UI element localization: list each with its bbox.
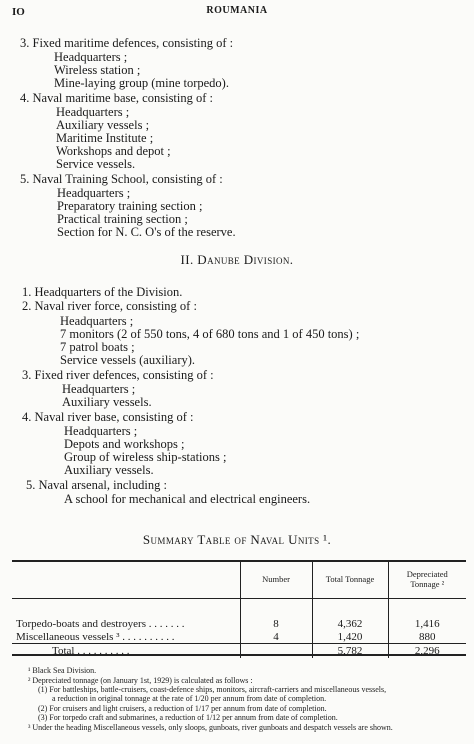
list-item: Headquarters ; <box>60 314 134 328</box>
footnote: a reduction in original tonnage at the rate of 1/20 per annum from date of completion. <box>52 694 327 703</box>
table-total-row <box>12 644 466 659</box>
list-item: Section for N. C. O's of the reserve. <box>57 225 236 239</box>
list-item: 7 monitors (2 of 550 tons, 4 of 680 tons and 1 of 450 tons) ; <box>60 327 360 341</box>
table-cell <box>240 644 312 659</box>
list-item: A school for mechanical and electrical engineers. <box>64 492 311 506</box>
list-item: Workshops and depot ; <box>56 144 171 158</box>
footnote: (1) For battleships, battle-cruisers, coast-defence ships, monitors, aircraft-carriers and miscellaneous vessels, <box>38 685 387 694</box>
table-cell: 4 <box>240 630 312 644</box>
footnote: (3) For torpedo craft and submarines, a reduction of 1/12 per annum from date of completion. <box>38 713 338 722</box>
table-cell: 1,416 <box>388 617 466 630</box>
summary-title: Summary Table of Naval Units ¹. <box>142 532 332 547</box>
list-item: Headquarters ; <box>54 50 128 64</box>
list-item: Headquarters ; <box>57 186 131 200</box>
page-number: IO <box>12 6 25 18</box>
list-item: 2. Naval river force, consisting of : <box>22 299 197 313</box>
footnote: (2) For cruisers and light cruisers, a reduction of 1/17 per annum from date of completion. <box>38 704 327 713</box>
table-cell: 4,362 <box>312 617 388 630</box>
table-cell: 5,782 <box>312 644 388 659</box>
footnote: ² Depreciated tonnage (on January 1st, 1929) is calculated as follows : <box>28 676 253 685</box>
list-item: 3. Fixed river defences, consisting of : <box>22 368 214 382</box>
list-item: Auxiliary vessels. <box>62 395 152 409</box>
list-item: Service vessels. <box>56 157 136 171</box>
list-item: 7 patrol boats ; <box>60 340 135 354</box>
footnote: ³ Under the heading Miscellaneous vessels, only sloops, gunboats, river gunboats and despatch vessels are shown. <box>28 723 393 732</box>
footnote: ¹ Black Sea Division. <box>28 666 97 675</box>
table-cell: 2,296 <box>388 644 466 659</box>
table-header: Total Tonnage <box>312 560 388 599</box>
list-item: 5. Naval arsenal, including : <box>26 478 167 492</box>
table-cell: Total . . . . . . . . . . <box>12 644 240 659</box>
list-item: Auxiliary vessels. <box>64 463 154 477</box>
table-cell: Torpedo-boats and destroyers . . . . . . . <box>16 617 185 630</box>
list-item: Headquarters ; <box>64 424 138 438</box>
list-item: 4. Naval river base, consisting of : <box>22 410 194 424</box>
list-item: 4. Naval maritime base, consisting of : <box>20 91 214 105</box>
list-item: 5. Naval Training School, consisting of : <box>20 172 223 186</box>
list-item: Headquarters ; <box>56 105 130 119</box>
list-item: Depots and workshops ; <box>64 437 185 451</box>
list-item: Mine-laying group (mine torpedo). <box>54 76 229 90</box>
table-header: Number <box>240 560 312 599</box>
table-cell: 8 <box>240 617 312 630</box>
table-header <box>12 560 240 599</box>
list-item: Group of wireless ship-stations ; <box>64 450 227 464</box>
list-item: Service vessels (auxiliary). <box>60 353 196 367</box>
table-cell: 1,420 <box>312 630 388 644</box>
table-cell: Miscellaneous vessels ³ . . . . . . . . . . <box>16 630 175 643</box>
list-item: Practical training section ; <box>57 212 188 226</box>
summary-table <box>12 560 466 658</box>
table-row <box>12 617 466 630</box>
table-cell: 880 <box>388 630 466 644</box>
table-row <box>12 630 466 644</box>
table-header: Depreciated Tonnage ² <box>388 560 466 599</box>
list-item: Maritime Institute ; <box>56 131 154 145</box>
list-item: Auxiliary vessels ; <box>56 118 150 132</box>
list-item: Headquarters ; <box>62 382 136 396</box>
list-item: Wireless station ; <box>54 63 141 77</box>
section-title: II. Danube Division. <box>180 252 294 267</box>
list-item: Preparatory training section ; <box>57 199 203 213</box>
running-head: ROUMANIA <box>206 5 268 16</box>
list-item: 3. Fixed maritime defences, consisting of : <box>20 36 234 50</box>
list-item: 1. Headquarters of the Division. <box>22 285 183 299</box>
